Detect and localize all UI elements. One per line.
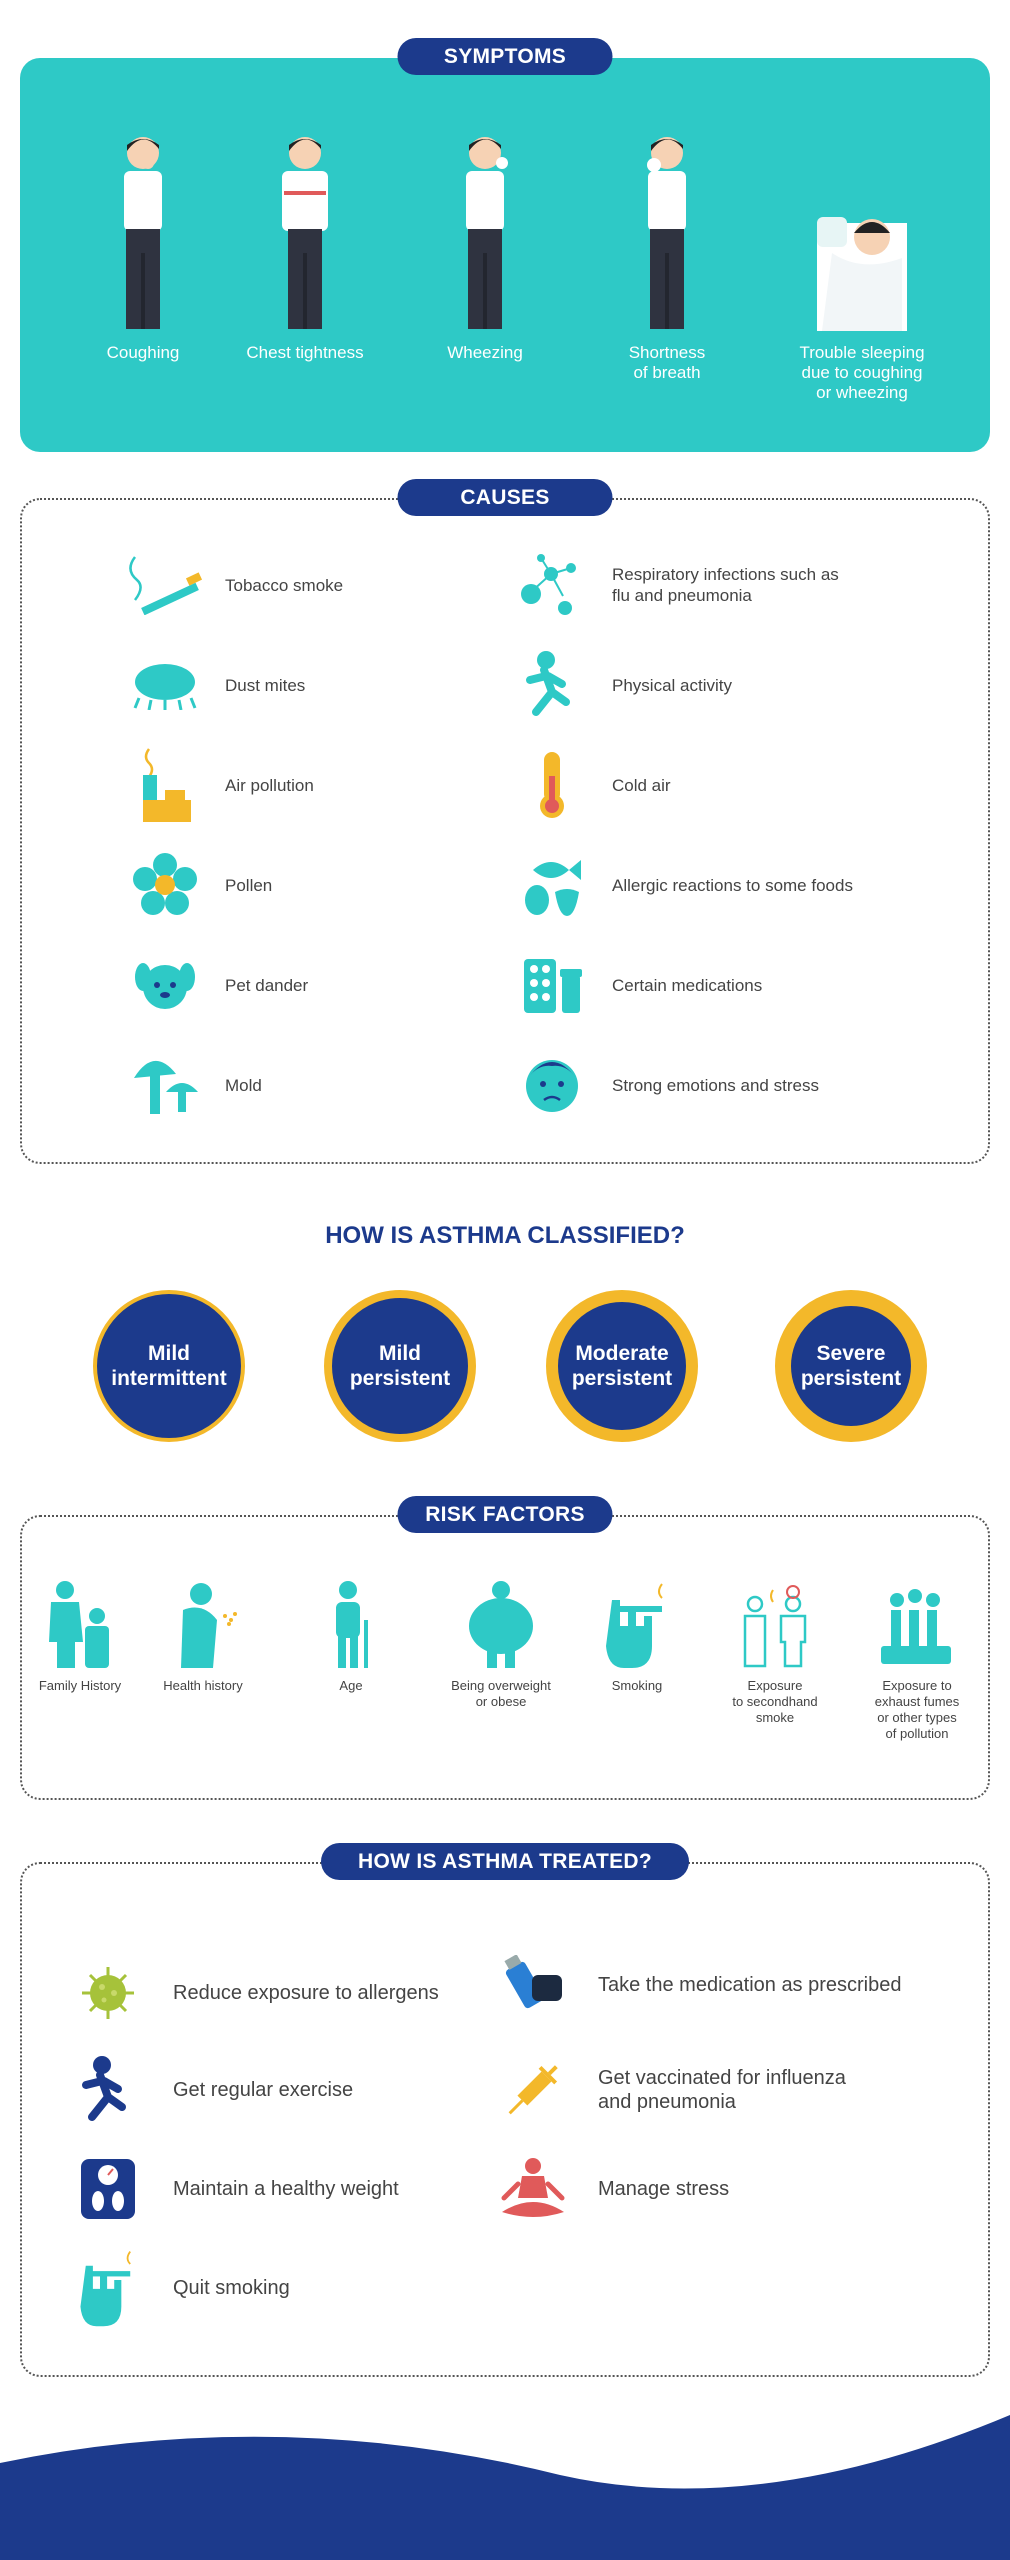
cause-item	[512, 1055, 819, 1115]
treatment-item	[68, 2050, 353, 2130]
risk-label: Exposure to exhaust fumes or other types of pollution	[874, 1678, 960, 1741]
meditation-icon	[493, 2149, 573, 2229]
cause-item	[125, 955, 308, 1015]
cause-item	[512, 555, 839, 615]
risk-label: Exposure to secondhand smoke	[732, 1678, 818, 1725]
cause-label: Respiratory infections such as flu and pneumonia	[612, 565, 839, 605]
risk-item	[572, 1580, 702, 1694]
cause-label: Cold air	[612, 775, 671, 795]
symptoms-title: SYMPTOMS	[398, 38, 613, 75]
coughing-person-icon	[108, 133, 178, 333]
cause-item	[125, 755, 314, 815]
classification-label: Moderate persistent	[571, 1342, 673, 1390]
cause-item	[512, 755, 671, 815]
hand-cigarette-icon	[68, 2248, 148, 2328]
classification-severe-persistent	[775, 1290, 927, 1442]
treatment-label: Quit smoking	[173, 2277, 290, 2299]
wheezing-person-icon	[450, 133, 520, 333]
cause-label: Air pollution	[225, 775, 314, 795]
cause-label: Certain medications	[612, 975, 763, 995]
scale-icon	[68, 2149, 148, 2229]
treated-title: HOW IS ASTHMA TREATED?	[321, 1843, 689, 1880]
classified-title: HOW IS ASTHMA CLASSIFIED?	[325, 1222, 685, 1249]
symptom-item	[777, 133, 947, 403]
chest-tightness-person-icon	[270, 133, 340, 333]
exhaust-pipes-icon	[877, 1580, 957, 1670]
symptom-label: Coughing	[106, 343, 180, 362]
cause-item	[512, 955, 762, 1015]
treatment-label: Take the medication as prescribed	[598, 1974, 902, 1996]
footer-wave	[0, 2415, 1010, 2560]
cause-label: Physical activity	[612, 675, 732, 695]
risk-label: Age	[339, 1678, 363, 1693]
classification-label: Severe persistent	[800, 1342, 902, 1390]
cause-item	[512, 855, 853, 915]
inhaler-icon	[493, 1945, 573, 2025]
cigarette-icon	[125, 550, 205, 620]
risk-item	[286, 1580, 416, 1694]
treatment-label: Reduce exposure to allergens	[173, 1982, 439, 2004]
classification-label: Mild persistent	[349, 1342, 451, 1390]
risk-item	[852, 1580, 982, 1742]
cause-item	[125, 555, 343, 615]
mushroom-icon	[125, 1050, 205, 1120]
running-person-icon	[68, 2050, 148, 2130]
pills-icon	[512, 950, 592, 1020]
symptoms-panel	[20, 58, 990, 452]
risk-label: Health history	[163, 1678, 243, 1693]
hand-cigarette-icon	[602, 1580, 672, 1670]
treatment-item	[493, 1945, 902, 2025]
symptom-label: Trouble sleeping due to coughing or wheezing	[799, 343, 925, 402]
risk-item	[15, 1580, 145, 1694]
risk-factors-title: RISK FACTORS	[398, 1496, 613, 1533]
secondhand-smoke-icon	[735, 1580, 815, 1670]
classification-moderate-persistent	[546, 1290, 698, 1442]
symptom-item	[400, 133, 570, 363]
treatment-label: Manage stress	[598, 2178, 730, 2200]
risk-item	[138, 1580, 268, 1694]
cause-item	[512, 655, 732, 715]
symptom-label: Chest tightness	[246, 343, 364, 362]
cause-label: Allergic reactions to some foods	[612, 875, 853, 895]
family-icon	[45, 1580, 115, 1670]
allergen-virus-icon	[68, 1953, 148, 2033]
classification-mild-intermittent	[93, 1290, 245, 1442]
cause-label: Tobacco smoke	[225, 575, 344, 595]
symptom-item	[58, 133, 228, 363]
symptom-item	[220, 133, 390, 363]
cause-item	[125, 655, 305, 715]
classification-mild-persistent	[324, 1290, 476, 1442]
virus-molecule-icon	[512, 550, 592, 620]
treatment-item	[68, 2248, 290, 2328]
cause-label: Strong emotions and stress	[612, 1075, 819, 1095]
treatment-item	[68, 2149, 399, 2229]
thermometer-icon	[512, 750, 592, 820]
treatment-item	[68, 1953, 439, 2033]
stressed-face-icon	[512, 1050, 592, 1120]
treatment-label: Get vaccinated for influenza and pneumonia	[598, 2067, 846, 2113]
treatment-label: Get regular exercise	[173, 2079, 354, 2101]
risk-label: Being overweight or obese	[451, 1678, 551, 1709]
dust-mite-icon	[125, 650, 205, 720]
syringe-icon	[493, 2050, 573, 2130]
cause-item	[125, 1055, 262, 1115]
cause-label: Dust mites	[225, 675, 306, 695]
cause-label: Pollen	[225, 875, 273, 895]
person-in-bed-icon	[812, 133, 912, 333]
cause-label: Mold	[225, 1075, 262, 1095]
treatment-item	[493, 2149, 729, 2229]
treatment-item	[493, 2050, 846, 2130]
shortness-of-breath-person-icon	[632, 133, 702, 333]
symptom-label: Wheezing	[447, 343, 523, 362]
factory-smoke-icon	[125, 750, 205, 820]
dog-face-icon	[125, 950, 205, 1020]
symptom-item	[582, 133, 752, 383]
coughing-figure-icon	[163, 1580, 243, 1670]
cause-label: Pet dander	[225, 975, 309, 995]
risk-label: Family History	[38, 1678, 122, 1693]
treatment-label: Maintain a healthy weight	[173, 2178, 399, 2200]
risk-item	[436, 1580, 566, 1710]
overweight-person-icon	[461, 1580, 541, 1670]
elderly-person-icon	[326, 1580, 376, 1670]
risk-label: Smoking	[611, 1678, 663, 1693]
fish-egg-strawberry-icon	[512, 850, 592, 920]
classification-label: Mild intermittent	[111, 1342, 227, 1390]
causes-title: CAUSES	[398, 479, 613, 516]
risk-item	[710, 1580, 840, 1726]
cause-item	[125, 855, 272, 915]
flower-icon	[125, 850, 205, 920]
running-person-icon	[512, 650, 592, 720]
symptom-label: Shortness of breath	[628, 343, 706, 382]
